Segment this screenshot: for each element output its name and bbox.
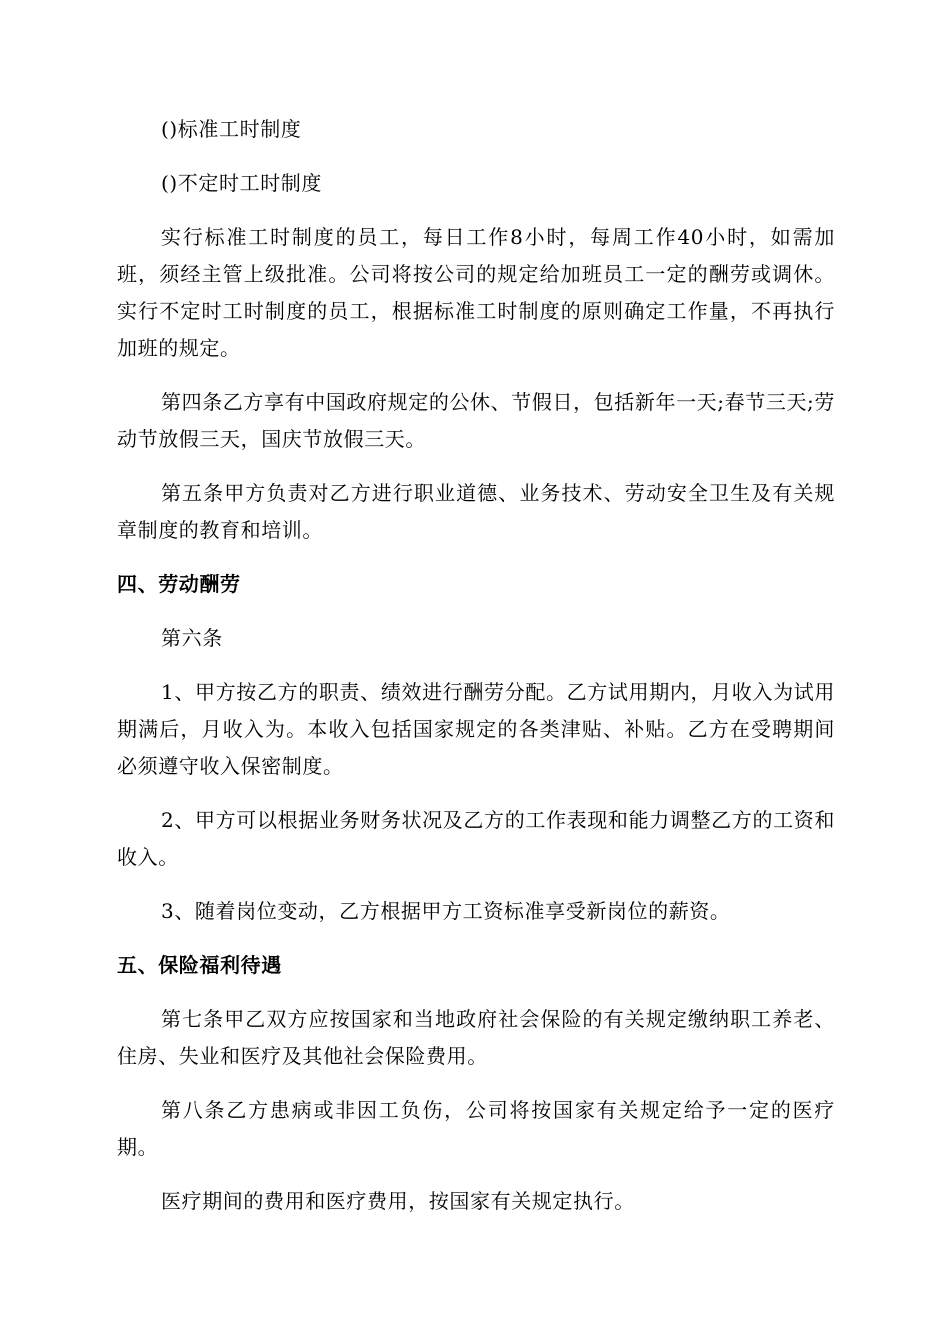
article-7: 第七条甲乙双方应按国家和当地政府社会保险的有关规定缴纳职工养老、住房、失业和医疗及其他社会保险费用。	[117, 1007, 835, 1068]
document-body	[117, 111, 835, 1237]
article-6-title: 第六条	[161, 626, 223, 650]
option-standard-hours: ()标准工时制度	[161, 117, 302, 141]
article-5: 第五条甲方负责对乙方进行职业道德、业务技术、劳动安全卫生及有关规章制度的教育和培训。	[117, 481, 835, 542]
article-6-item-3: 3、随着岗位变动，乙方根据甲方工资标准享受新岗位的薪资。	[161, 899, 731, 923]
option-flexible-hours: ()不定时工时制度	[161, 171, 323, 195]
paragraph-medical-costs: 医疗期间的费用和医疗费用，按国家有关规定执行。	[161, 1189, 635, 1213]
article-6-item-2: 2、甲方可以根据业务财务状况及乙方的工作表现和能力调整乙方的工资和收入。	[117, 808, 835, 869]
article-4: 第四条乙方享有中国政府规定的公休、节假日，包括新年一天;春节三天;劳动节放假三天，国庆节放假三天。	[117, 390, 835, 451]
section-heading-insurance: 五、保险福利待遇	[117, 953, 282, 977]
paragraph-work-hours: 实行标准工时制度的员工，每日工作8小时，每周工作40小时，如需加班，须经主管上级批准。公司将按公司的规定给加班员工一定的酬劳或调休。实行不定时工时制度的员工，根据标准工时制度的原则确定工作量，不再执行加班的规定。	[117, 225, 835, 360]
article-8: 第八条乙方患病或非因工负伤，公司将按国家有关规定给予一定的医疗期。	[117, 1098, 835, 1159]
section-heading-compensation: 四、劳动酬劳	[117, 572, 241, 596]
article-6-item-1: 1、甲方按乙方的职责、绩效进行酬劳分配。乙方试用期内，月收入为试用期满后，月收入为。本收入包括国家规定的各类津贴、补贴。乙方在受聘期间必须遵守收入保密制度。	[117, 680, 835, 778]
